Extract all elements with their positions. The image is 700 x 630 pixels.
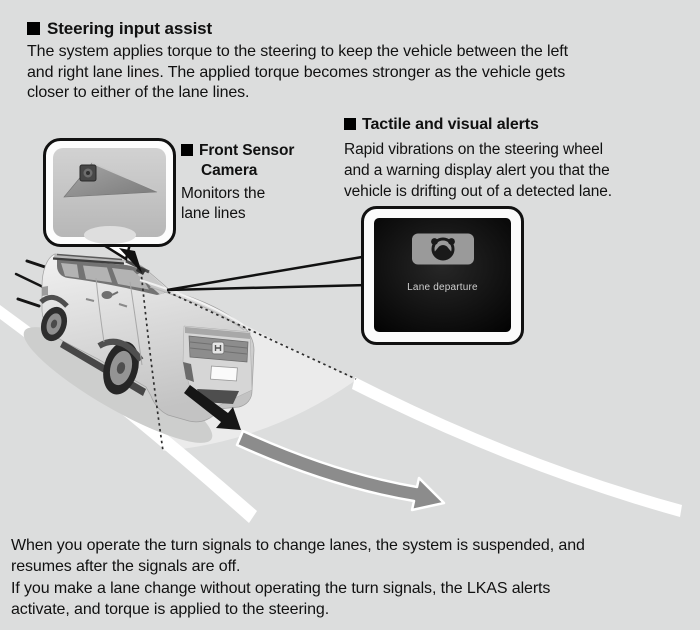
- section-title-tactile-alerts: [344, 116, 539, 134]
- assist-arrow: [237, 431, 444, 510]
- footer-paragraph-2: [11, 579, 550, 620]
- steering-assist-paragraph: [27, 42, 568, 104]
- lane-departure-label: Lane departure: [407, 282, 478, 293]
- warning-display: [363, 208, 523, 344]
- paragraph-line: activate, and torque is applied to the steering.: [11, 600, 330, 618]
- camera-callout-body-line2: lane lines: [181, 205, 246, 222]
- paragraph-line: closer to either of the lane lines.: [27, 84, 250, 101]
- brand-badge: [212, 342, 224, 354]
- camera-callout-bubble: [45, 140, 175, 274]
- footer-paragraph-1: [11, 536, 585, 577]
- camera-callout-body-line1: Monitors the: [181, 185, 266, 202]
- display-callout-lines: [167, 256, 368, 290]
- square-bullet-icon: [344, 118, 356, 130]
- paragraph-line: and a warning display alert you that the: [344, 162, 610, 179]
- square-bullet-icon: [181, 144, 193, 156]
- camera-callout-title-line2: Camera: [201, 162, 258, 179]
- side-mirror: [102, 291, 113, 299]
- paragraph-line: resumes after the signals are off.: [11, 557, 241, 575]
- section-title-text: Steering input assist: [47, 19, 213, 38]
- paragraph-line: If you make a lane change without operating the turn signals, the LKAS alerts: [11, 580, 551, 597]
- paragraph-line: and right lane lines. The applied torque becomes stronger as the vehicle gets: [27, 63, 566, 81]
- paragraph-line: Rapid vibrations on the steering wheel: [344, 141, 603, 158]
- paragraph-line: The system applies torque to the steering to keep the vehicle between the left: [27, 43, 568, 60]
- taillight: [42, 286, 48, 296]
- paragraph-line: When you operate the turn signals to change lanes, the system is suspended, and: [11, 537, 585, 554]
- section-title-text: Tactile and visual alerts: [362, 116, 539, 133]
- square-bullet-icon: [27, 22, 40, 35]
- license-plate: [211, 366, 238, 381]
- camera-callout-title-line1: Front Sensor: [181, 141, 294, 161]
- section-title-steering-assist: [27, 19, 212, 39]
- tactile-alerts-paragraph: [344, 139, 612, 202]
- paragraph-line: vehicle is drifting out of a detected lane.: [344, 183, 612, 200]
